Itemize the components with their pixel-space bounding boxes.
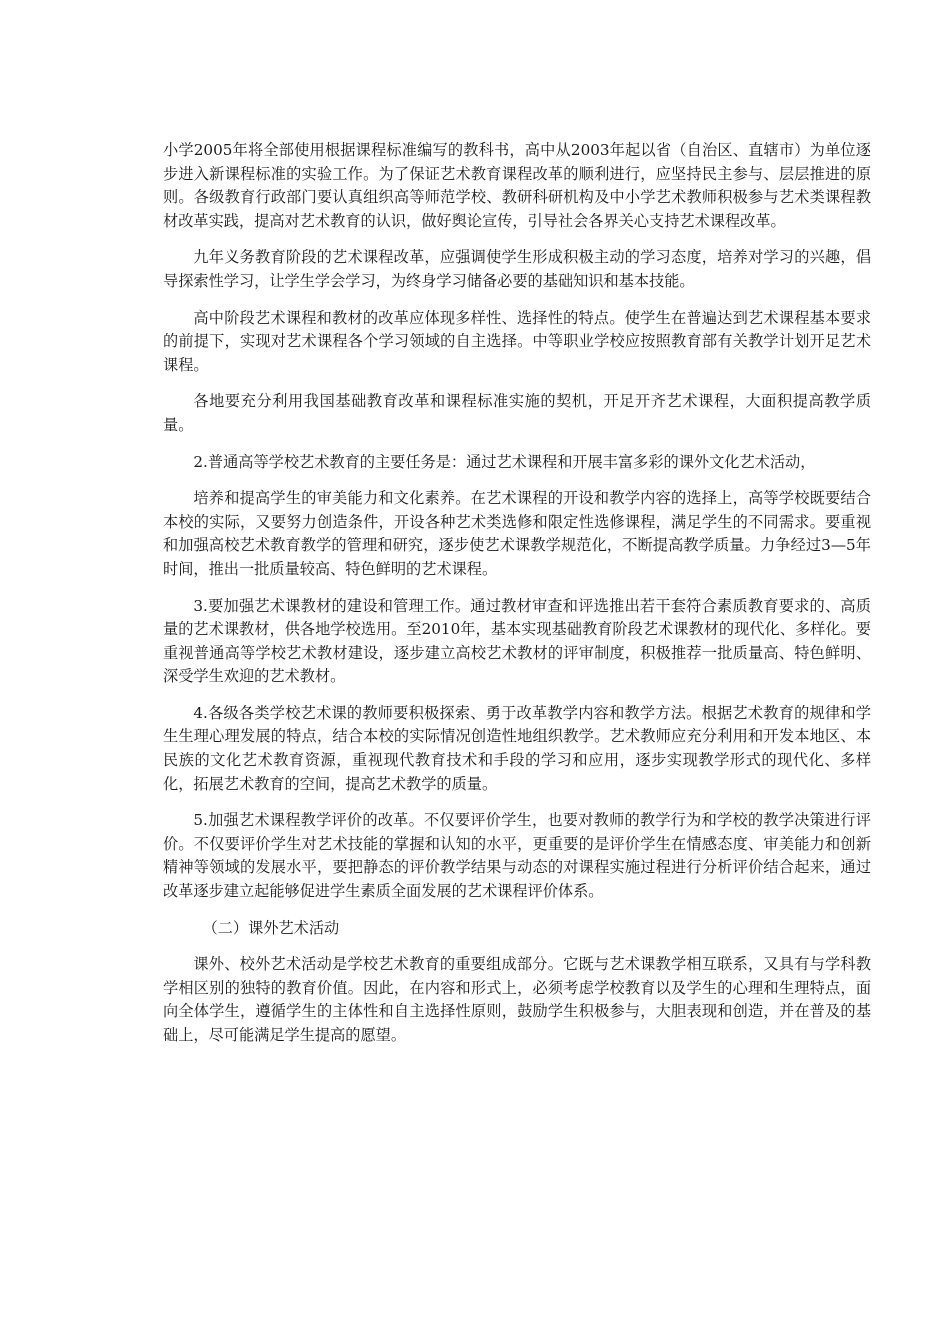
paragraph-local-implementation: 各地要充分利用我国基础教育改革和课程标准实施的契机，开足开齐艺术课程，大面积提高教学质量。	[163, 392, 871, 434]
paragraph-item-4: 4.各级各类学校艺术课的教师要积极探索、勇于改革教学内容和教学方法。根据艺术教育的规律和学生生理心理发展的特点，结合本校的实际情况创造性地组织教学。艺术教师应充分利用和开发本地区、本民族的文化艺术教育资源，重视现代教育技术和手段的学习和应用，逐步实现教学形式的现代化、多样化，拓展艺术教育的空间，提高艺术教学的质量。	[163, 703, 871, 793]
paragraph-high-school: 高中阶段艺术课程和教材的改革应体现多样性、选择性的特点。使学生在普遍达到艺术课程基本要求的前提下，实现对艺术课程各个学习领域的自主选择。中等职业学校应按照教育部有关教学计划开足艺术课程。	[163, 308, 871, 374]
paragraph-compulsory-education: 九年义务教育阶段的艺术课程改革，应强调使学生形成积极主动的学习态度，培养对学习的兴趣，倡导探索性学习，让学生学会学习，为终身学习储备必要的基础知识和基本技能。	[163, 248, 871, 290]
paragraph-item-3: 3.要加强艺术课教材的建设和管理工作。通过教材审查和评选推出若干套符合素质教育要求的、高质量的艺术课教材，供各地学校选用。至2010年，基本实现基础教育阶段艺术课教材的现代化、多样化。要重视普通高等学校艺术教材建设，逐步建立高校艺术教材的评审制度，积极推荐一批质量高、特色鲜明、深受学生欢迎的艺术教材。	[163, 596, 871, 686]
paragraph-extracurricular: 课外、校外艺术活动是学校艺术教育的重要组成部分。它既与艺术课教学相互联系，又具有与学科教学相区别的独特的教育价值。因此，在内容和形式上，必须考虑学校教育以及学生的心理和生理特点，面向全体学生，遵循学生的主体性和自主选择性原则，鼓励学生积极参与，大胆表现和创造，并在普及的基础上，尽可能满足学生提高的愿望。	[163, 955, 871, 1044]
paragraph-item-2: 2.普通高等学校艺术教育的主要任务是：通过艺术课程和开展丰富多彩的课外文化艺术活动，	[193, 452, 816, 471]
paragraph-continuation: 小学2005年将全部使用根据课程标准编写的教科书，高中从2003年起以省（自治区、直辖市）为单位逐步进入新课程标准的实验工作。为了保证艺术教育课程改革的顺利进行，应坚持民主参与、层层推进的原则。各级教育行政部门要认真组织高等师范学校、教研科研机构及中小学艺术教师积极参与艺术类课程教材改革实践，提高对艺术教育的认识，做好舆论宣传，引导社会各界关心支持艺术课程改革。	[163, 141, 871, 230]
document-body	[163, 139, 871, 1061]
paragraph-cultivation: 培养和提高学生的审美能力和文化素养。在艺术课程的开设和教学内容的选择上，高等学校既要结合本校的实际，又要努力创造条件，开设各种艺术类选修和限定性选修课程，满足学生的不同需求。要重视和加强高校艺术教育教学的管理和研究，逐步使艺术课教学规范化，不断提高教学质量。力争经过3—5年时间，推出一批质量较高、特色鲜明的艺术课程。	[163, 489, 871, 578]
section-heading-text: （二）课外艺术活动	[202, 918, 340, 937]
section-heading	[163, 917, 871, 941]
paragraph-item-5: 5.加强艺术课程教学评价的改革。不仅要评价学生，也要对教师的教学行为和学校的教学决策进行评价。不仅要评价学生对艺术技能的掌握和认知的水平，更重要的是评价学生在情感态度、审美能力和创新精神等领域的发展水平，要把静态的评价教学结果与动态的对课程实施过程进行分析评价结合起来，通过改革逐步建立起能够促进学生素质全面发展的艺术课程评价体系。	[163, 811, 871, 901]
